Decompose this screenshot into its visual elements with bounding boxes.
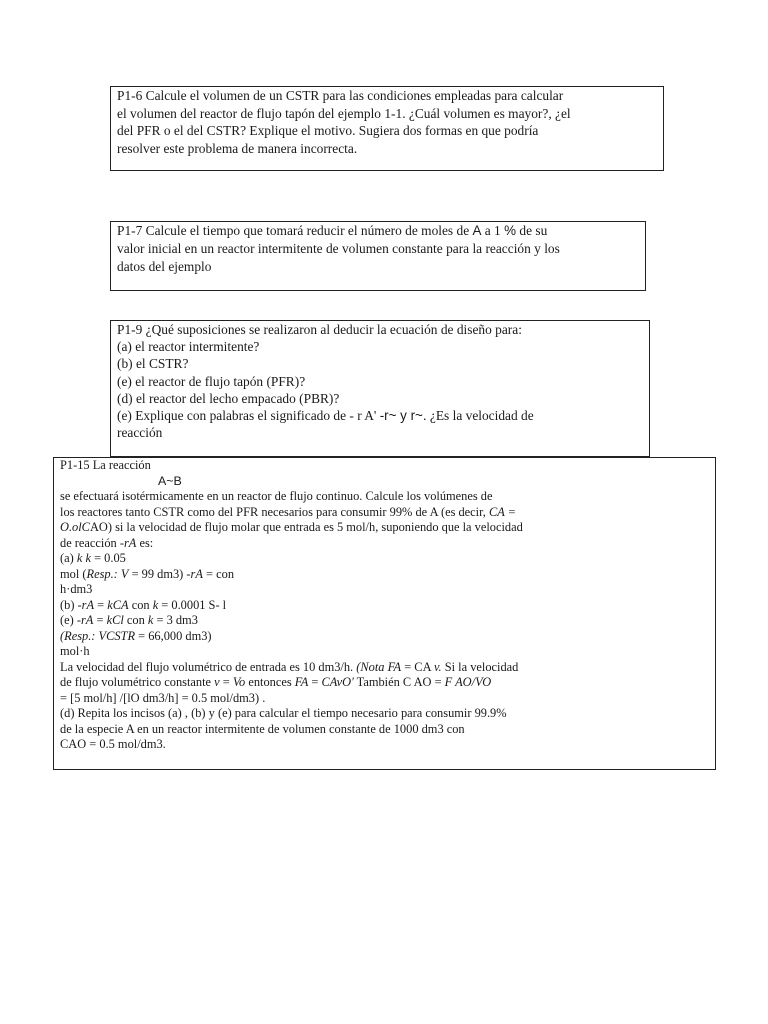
- p1-15-line-3: se efectuará isotérmicamente en un reactor de flujo continuo. Calcule los volúmenes de: [60, 489, 493, 503]
- p1-15-reaction: A~B: [158, 473, 182, 488]
- p1-15-line-17: (d) Repita los incisos (a) , (b) y (e) para calcular el tiempo necesario para consumir 99.9%: [60, 706, 507, 720]
- problem-p1-7-box: [110, 221, 646, 291]
- p1-15-line-8: mol (Resp.: V = 99 dm3) -rA = con: [60, 566, 235, 581]
- p1-6-line-4: resolver este problema de manera incorrecta.: [117, 140, 358, 156]
- p1-6-line-2: el volumen del reactor de flujo tapón del ejemplo 1-1. ¿Cuál volumen es mayor?, ¿el: [117, 105, 571, 121]
- p1-15-title: P1-15 La reacción: [60, 458, 151, 472]
- problem-p1-15-box: [53, 457, 716, 770]
- p1-7-line-3: datos del ejemplo: [117, 259, 212, 274]
- problem-p1-9-box: [110, 320, 650, 457]
- p1-15-line-11: (e) -rA = kCl con k = 3 dm3: [60, 613, 198, 627]
- p1-15-line-13: mol·h: [60, 644, 90, 658]
- p1-9-line-3: (b) el CSTR?: [117, 356, 189, 372]
- p1-7-line-2: valor inicial en un reactor intermitente de volumen constante para la reacción y los: [117, 241, 560, 256]
- p1-15-line-6: de reacción -rA es:: [60, 535, 154, 550]
- p1-6-line-3: del PFR o el del CSTR? Explique el motivo. Sugiera dos formas en que podría: [117, 123, 539, 138]
- p1-15-line-7: (a) k k = 0.05: [60, 551, 126, 565]
- p1-7-line-1: P1-7 Calcule el tiempo que tomará reducir el número de moles de A a 1 % de su: [117, 223, 548, 238]
- p1-15-line-16: = [5 mol/h] /[lO dm3/h] = 0.5 mol/dm3) .: [60, 690, 266, 705]
- p1-9-line-7: reacción: [117, 425, 163, 441]
- p1-9-line-5: (d) el reactor del lecho empacado (PBR)?: [117, 390, 340, 406]
- p1-9-line-6: (e) Explique con palabras el significado de - r A' -r~ y r~. ¿Es la velocidad de: [117, 408, 534, 424]
- p1-15-line-12: (Resp.: VCSTR = 66,000 dm3): [60, 628, 212, 643]
- problem-p1-6-box: [110, 86, 664, 171]
- p1-15-line-18: de la especie A en un reactor intermitente de volumen constante de 1000 dm3 con: [60, 721, 465, 736]
- p1-9-line-4: (e) el reactor de flujo tapón (PFR)?: [117, 373, 306, 389]
- p1-6-line-1: P1-6 Calcule el volumen de un CSTR para las condiciones empleadas para calcular: [117, 88, 564, 103]
- p1-9-line-2: (a) el reactor intermitente?: [117, 339, 260, 355]
- p1-9-line-1: P1-9 ¿Qué suposiciones se realizaron al deducir la ecuación de diseño para:: [117, 322, 522, 337]
- p1-15-line-14: La velocidad del flujo volumétrico de entrada es 10 dm3/h. (Nota FA = CA v. Si la velocidad: [60, 659, 519, 674]
- p1-15-line-19: CAO = 0.5 mol/dm3.: [60, 737, 166, 751]
- p1-15-line-5: O.olCAO) si la velocidad de flujo molar que entrada es 5 mol/h, suponiendo que la velocidad: [60, 520, 523, 534]
- p1-15-line-4: los reactores tanto CSTR como del PFR necesarios para consumir 99% de A (es decir, CA =: [60, 504, 517, 519]
- p1-15-line-9: h·dm3: [60, 582, 93, 596]
- p1-15-line-15: de flujo volumétrico constante v = Vo entonces FA = CAvO' También C AO = F AO/VO: [60, 675, 492, 689]
- p1-15-line-10: (b) -rA = kCA con k = 0.0001 S- l: [60, 597, 227, 612]
